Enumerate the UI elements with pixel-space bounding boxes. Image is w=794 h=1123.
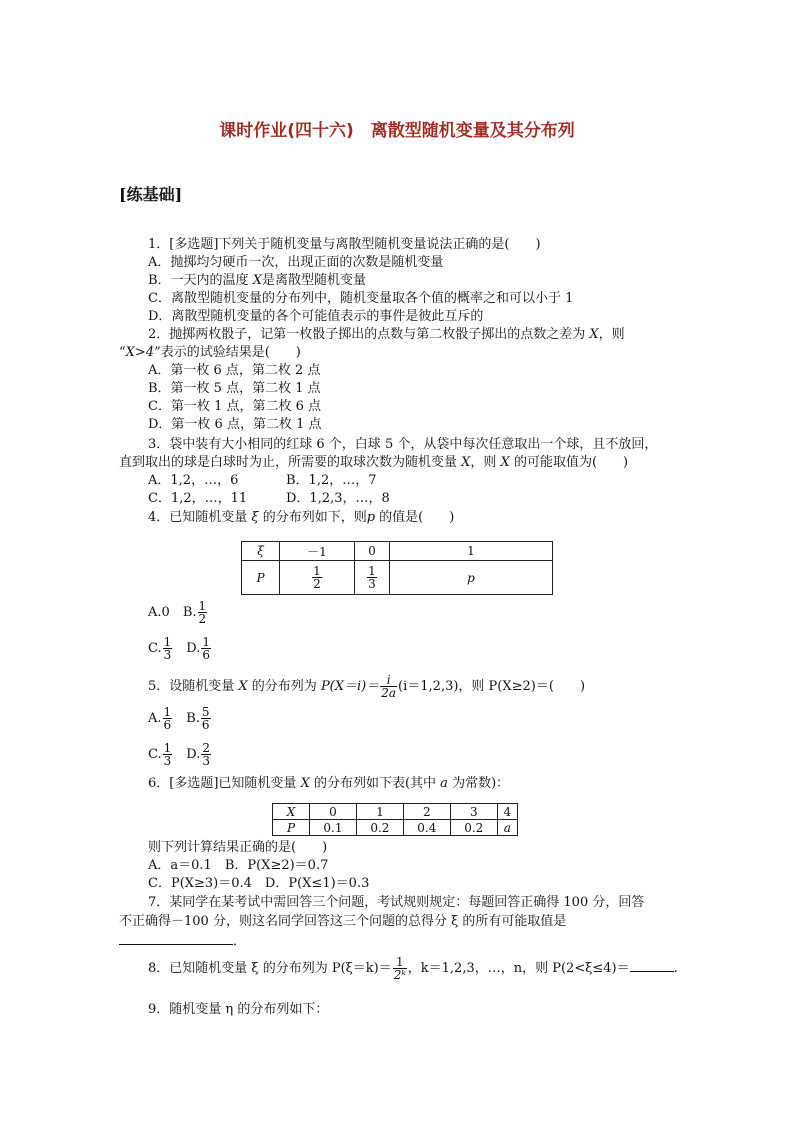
q2-option-a: A．第一枚 6 点，第二枚 2 点: [148, 363, 321, 378]
q6-table-header-4: 4: [497, 804, 517, 820]
q7-line2: 不正确得－100 分，则这名同学回答这三个问题的总得分 ξ 的所有可能取值是: [119, 914, 567, 929]
q4-options-ab: A.0 B. $\frac{1}{2}$: [148, 599, 207, 626]
q3-stem: 3．袋中装有大小相同的红球 6 个，白球 5 个，从袋中每次任意取出一个球，且不放回，: [148, 437, 658, 452]
q3-option-d: D．1,2,3，…，8: [286, 491, 390, 506]
q1-stem: 1．[多选题]下列关于随机变量与离散型随机变量说法正确的是( ): [148, 237, 541, 252]
q2-stem: 2．抛掷两枚骰子，记第一枚骰子掷出的点数与第二枚骰子掷出的点数之差为 X，则: [148, 327, 625, 342]
q4-distribution-table: [241, 541, 553, 595]
q5-options-ab: A. $\frac{1}{6}$ B. $\frac{5}{6}$: [148, 705, 210, 732]
q3-option-c: C．1,2，…，11: [148, 491, 248, 506]
q2-stem-cont: “X>4”表示的试验结果是( ): [119, 345, 301, 360]
q6-table-header-0: 0: [310, 804, 357, 820]
q4-options-cd: C. $\frac{1}{3}$ D. $\frac{1}{6}$: [148, 635, 211, 662]
q4-stem: 4．已知随机变量 ξ 的分布列如下，则p 的值是( ): [148, 510, 455, 525]
q6-table-cell-1: 0.2: [356, 820, 403, 836]
q6-table-cell-2: 0.4: [403, 820, 450, 836]
q8-stem: 8．已知随机变量 ξ 的分布列为 P(ξ＝k)＝ $\frac{1}{\text{2ᵏ}}$ ，k＝1,2,3，…，n，则 P(2<ξ≤4)＝ .: [148, 955, 678, 982]
q2-option-d: D．第一枚 6 点，第二枚 1 点: [148, 417, 322, 432]
q6-table-header-1: 1: [356, 804, 403, 820]
q4-table-header-1: －1: [280, 542, 355, 561]
q6-table-row-p: P: [273, 820, 310, 836]
q5-options-cd: C. $\frac{1}{3}$ D. $\frac{2}{3}$: [148, 741, 211, 768]
q6-table-cell-3: 0.2: [450, 820, 497, 836]
q3-option-b: B．1,2，…，7: [286, 473, 377, 488]
q3-option-a: A．1,2，…，6: [148, 473, 239, 488]
q6-stem: 6．[多选题]已知随机变量 X 的分布列如下表(其中 a 为常数)：: [148, 776, 510, 791]
q2-option-b: B．第一枚 5 点，第二枚 1 点: [148, 381, 321, 396]
q6-table-header-x: X: [273, 804, 310, 820]
q1-option-c: C．离散型随机变量的分布列中，随机变量取各个值的概率之和可以小于 1: [148, 291, 574, 306]
q4-table-header-2: 0: [355, 542, 390, 561]
q7-line1: 7．某同学在某考试中需回答三个问题，考试规则规定：每题回答正确得 100 分，回答: [148, 895, 645, 910]
q3-stem-cont: 直到取出的球是白球时为止，所需要的取球次数为随机变量 X，则 X 的可能取值为( ): [119, 455, 629, 470]
q1-option-a: A．抛掷均匀硬币一次，出现正面的次数是随机变量: [148, 255, 444, 270]
q6-options-cd: C．P(X≥3)＝0.4 D．P(X≤1)＝0.3: [148, 876, 370, 891]
q4-table-cell-2: $\frac{1}{3}$: [355, 561, 390, 595]
q9-stem: 9．随机变量 η 的分布列如下：: [148, 1002, 329, 1017]
q6-table-header-3: 3: [450, 804, 497, 820]
q6-table-cell-4: a: [497, 820, 517, 836]
q1-option-b: B．一天内的温度 X是离散型随机变量: [148, 273, 366, 288]
section-heading: [练基础]: [119, 185, 183, 204]
q7-answer-blank: ．: [119, 931, 246, 950]
q4-table-header-3: 1: [390, 542, 553, 561]
q5-stem: 5．设随机变量 X 的分布列为 P(X＝i)＝ $\frac{i}{2a}$ (i＝1,2,3)，则 P(X≥2)＝( ): [148, 673, 586, 700]
q4-table-header-xi: ξ: [242, 542, 280, 561]
q2-option-c: C．第一枚 1 点，第二枚 6 点: [148, 399, 322, 414]
q6-after: 则下列计算结果正确的是( ): [148, 840, 328, 855]
q6-table-cell-0: 0.1: [310, 820, 357, 836]
page-title: 课时作业(四十六) 离散型随机变量及其分布列: [219, 121, 575, 141]
q6-distribution-table: [272, 803, 518, 836]
q4-table-row-p: P: [242, 561, 280, 595]
q6-table-header-2: 2: [403, 804, 450, 820]
q1-option-d: D．离散型随机变量的各个可能值表示的事件是彼此互斥的: [148, 309, 484, 324]
q4-table-cell-1: $\frac{1}{2}$: [280, 561, 355, 595]
q4-table-cell-3: p: [390, 561, 553, 595]
q6-options-ab: A．a＝0.1 B．P(X≥2)＝0.7: [148, 858, 329, 873]
